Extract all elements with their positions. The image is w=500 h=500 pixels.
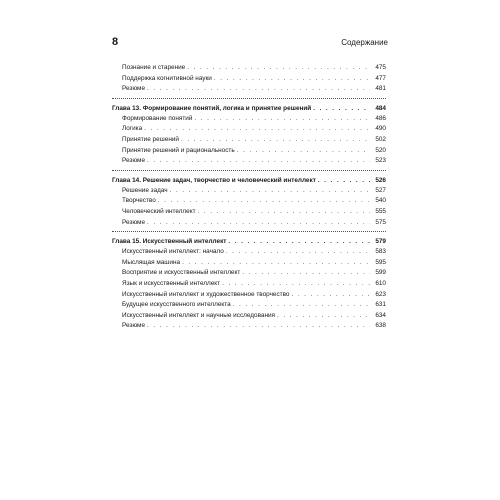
toc-entry-title: Творчество: [122, 197, 156, 205]
toc-entry-title: Познание и старение: [122, 64, 186, 71]
page-number: 8: [112, 36, 119, 48]
toc-entry-page: 490: [375, 125, 386, 133]
toc-entry-page: 523: [375, 157, 386, 165]
toc-entry: [112, 74, 386, 85]
chapter-page: 484: [375, 104, 386, 112]
toc-entry-page: 475: [375, 64, 386, 71]
toc-entry: [112, 279, 386, 290]
toc-entry-title: Искусственный интеллект и научные исследования: [122, 311, 276, 319]
toc-entry-page: 583: [375, 248, 386, 256]
toc-entry-page: 502: [375, 135, 386, 143]
chapter-heading: [112, 103, 386, 114]
page-header: [112, 36, 388, 52]
toc-entry-title: Искусственный интеллект и художественное творчество: [122, 290, 290, 298]
toc-entry: [112, 114, 386, 125]
dot-leader: [147, 84, 370, 95]
toc-entry: [112, 63, 386, 74]
chapter-title: Глава 13. Формирование понятий, логика и принятие решений: [112, 104, 312, 112]
toc-entry-page: 595: [375, 258, 386, 266]
toc-entry-title: Восприятие и искусственный интеллект: [122, 269, 241, 277]
toc-entry: [112, 207, 386, 218]
toc-entry-page: 631: [375, 301, 386, 309]
toc-entry-title: Принятие решений и рациональность: [122, 146, 235, 154]
toc-entry-title: Поддержка когнитивной науки: [122, 74, 212, 82]
toc-entry: [112, 196, 386, 207]
toc-entry: [112, 300, 386, 311]
chapter-heading: [112, 236, 386, 247]
toc-entry-page: 575: [375, 218, 386, 226]
dot-leader: [318, 175, 370, 186]
dot-leader: [222, 279, 370, 290]
dot-leader: [182, 258, 370, 269]
dot-leader: [187, 63, 370, 74]
dot-leader: [214, 74, 370, 85]
toc-entry: [112, 84, 386, 95]
toc-entry-page: 555: [375, 207, 386, 215]
toc-entry: [112, 135, 386, 146]
toc-entry-title: Принятие решений: [122, 135, 179, 143]
toc-lead-group: [112, 62, 386, 96]
toc-entry-page: 540: [375, 197, 386, 205]
toc-entry-title: Мыслящая машина: [122, 258, 181, 266]
dot-leader: [181, 135, 370, 146]
dot-leader: [144, 124, 370, 135]
toc-entry-page: 477: [375, 74, 386, 82]
chapter-page: 579: [375, 238, 386, 246]
dot-leader: [233, 300, 370, 311]
dot-leader: [170, 186, 370, 197]
toc-entry: [112, 258, 386, 269]
toc-entry-page: 481: [375, 85, 386, 93]
toc-entry: [112, 186, 386, 197]
chapter-title: Глава 15. Искусственный интеллект: [112, 238, 227, 246]
toc-entry-page: 623: [375, 290, 386, 298]
toc-entry: [112, 290, 386, 301]
toc-entry-page: 610: [375, 279, 386, 287]
toc-entry: [112, 156, 386, 167]
toc-entry: [112, 268, 386, 279]
toc-entry: [112, 247, 386, 258]
toc-entry-page: 599: [375, 269, 386, 277]
dot-leader: [147, 321, 370, 332]
toc-entry: [112, 124, 386, 135]
dot-leader: [194, 114, 370, 125]
toc-entry-page: 486: [375, 114, 386, 122]
chapter-13-group: [112, 102, 386, 168]
running-title: Содержание: [341, 38, 388, 47]
section-divider: [112, 98, 386, 100]
dot-leader: [277, 311, 370, 322]
toc-entry-title: Резюме: [122, 85, 145, 93]
toc-entry-title: Резюме: [122, 218, 145, 226]
dot-leader: [313, 103, 370, 114]
toc-entry-title: Язык и искусственный интеллект: [122, 279, 221, 287]
dot-leader: [228, 236, 370, 247]
chapter-14-group: [112, 174, 386, 229]
dot-leader: [198, 207, 370, 218]
dot-leader: [147, 156, 370, 167]
chapter-heading: [112, 175, 386, 186]
toc-entry-title: Человеческий интеллект: [122, 207, 196, 215]
chapter-page: 526: [375, 176, 386, 184]
dot-leader: [242, 268, 370, 279]
toc-entry-title: Логика: [122, 125, 143, 133]
toc-entry-page: 638: [375, 322, 386, 330]
dot-leader: [147, 218, 370, 229]
toc-entry-page: 527: [375, 186, 386, 194]
section-divider: [112, 231, 386, 233]
table-of-contents: [112, 62, 386, 333]
toc-entry-title: Будущее искусственного интеллекта: [122, 301, 231, 309]
toc-entry: [112, 311, 386, 322]
dot-leader: [291, 290, 370, 301]
toc-entry-title: Формирование понятий: [122, 114, 193, 122]
dot-leader: [237, 146, 370, 157]
toc-entry: [112, 321, 386, 332]
toc-entry-title: Резюме: [122, 322, 145, 330]
section-divider: [112, 170, 386, 172]
toc-entry-title: Решение задач: [122, 186, 168, 194]
dot-leader: [226, 247, 370, 258]
toc-entry: [112, 218, 386, 229]
chapter-15-group: [112, 235, 386, 333]
toc-entry: [112, 146, 386, 157]
toc-entry-title: Резюме: [122, 157, 145, 165]
toc-entry-page: 520: [375, 146, 386, 154]
toc-entry-page: 634: [375, 311, 386, 319]
chapter-title: Глава 14. Решение задач, творчество и человеческий интеллект: [112, 176, 316, 184]
dot-leader: [158, 196, 370, 207]
toc-entry-title: Искусственный интеллект: начало: [122, 248, 224, 256]
